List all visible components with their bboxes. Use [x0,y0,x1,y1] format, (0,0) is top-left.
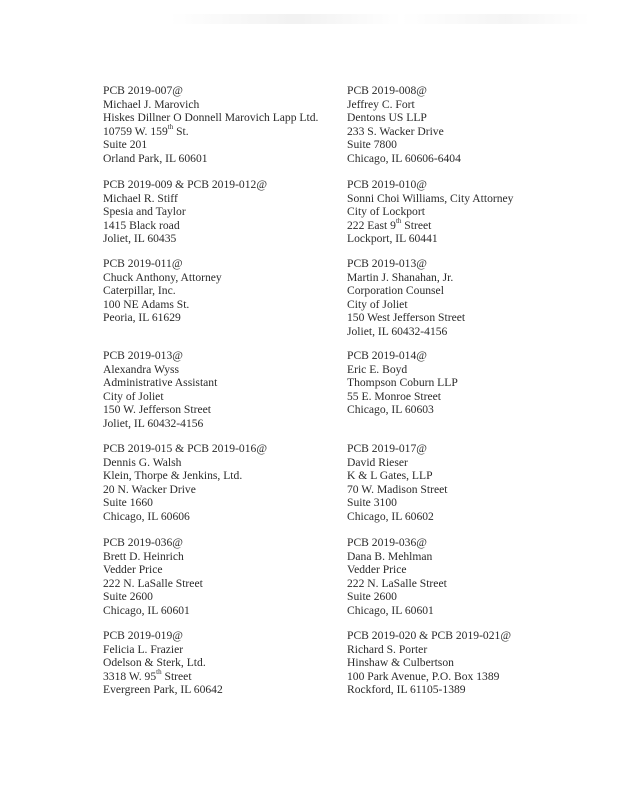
case-number: PCB 2019-015 & PCB 2019-016@ [103,442,267,455]
address-line: Thompson Coburn LLP [347,376,458,390]
address-line: City of Joliet [103,389,164,403]
service-entry [347,84,461,166]
case-number: PCB 2019-013@ [347,257,427,270]
case-number: PCB 2019-014@ [347,349,427,362]
address-line: Dana B. Mehlman [347,549,433,563]
case-number: PCB 2019-036@ [347,536,427,549]
address-line: Chicago, IL 60606-6404 [347,151,461,165]
address-line: Richard S. Porter [347,642,428,656]
service-entry [347,257,465,339]
address-line: Vedder Price [103,563,163,577]
address-line: 222 N. LaSalle Street [103,576,203,590]
address-line: Orland Park, IL 60601 [103,151,208,165]
service-entry [103,84,318,166]
service-entry [347,442,447,524]
address-line: Suite 7800 [347,138,397,152]
address-line: Jeffrey C. Fort [347,97,415,111]
address-line: Michael J. Marovich [103,97,200,111]
case-number: PCB 2019-017@ [347,442,427,455]
service-entry [347,629,511,697]
address-line: Administrative Assistant [103,376,218,390]
address-line: Suite 2600 [347,590,397,604]
address-line: 222 N. LaSalle Street [347,576,447,590]
address-line: 70 W. Madison Street [347,482,448,496]
service-entry [347,536,447,618]
case-number: PCB 2019-007@ [103,84,183,97]
service-entry [347,178,513,246]
address-line: 150 W. Jefferson Street [103,403,211,417]
address-line: Dentons US LLP [347,111,427,125]
case-number: PCB 2019-010@ [347,178,427,191]
address-line: Suite 201 [103,138,148,152]
case-number: PCB 2019-009 & PCB 2019-012@ [103,178,267,191]
address-line: Dennis G. Walsh [103,455,182,469]
address-line: Chicago, IL 60601 [347,603,434,617]
case-number: PCB 2019-008@ [347,84,427,97]
service-entry [103,629,223,697]
address-line: 10759 W. 159th St. [103,122,189,138]
address-line: Caterpillar, Inc. [103,284,176,298]
address-line: Eric E. Boyd [347,362,408,376]
address-line: 55 E. Monroe Street [347,389,442,403]
address-line: Sonni Choi Williams, City Attorney [347,191,514,205]
service-entry [103,178,267,246]
address-line: Joliet, IL 60435 [103,232,177,246]
service-entry [103,257,222,325]
service-entry [103,536,203,618]
address-line: Felicia L. Frazier [103,642,184,656]
address-line: 3318 W. 95th Street [103,667,192,683]
address-line: Chicago, IL 60601 [103,603,190,617]
address-line: 100 NE Adams St. [103,297,190,311]
address-line: Suite 3100 [347,496,397,510]
address-line: Peoria, IL 61629 [103,311,181,325]
address-line: Vedder Price [347,563,407,577]
address-line: Chuck Anthony, Attorney [103,270,222,284]
case-number: PCB 2019-011@ [103,257,183,270]
service-entry [103,442,267,524]
address-line: 20 N. Wacker Drive [103,482,196,496]
case-number: PCB 2019-020 & PCB 2019-021@ [347,629,511,642]
address-line: David Rieser [347,455,408,469]
address-line: Brett D. Heinrich [103,549,184,563]
address-line: 222 East 9th Street [347,216,432,232]
address-line: Suite 2600 [103,590,153,604]
address-line: Klein, Thorpe & Jenkins, Ltd. [103,469,243,483]
address-line: Joliet, IL 60432-4156 [103,416,204,430]
address-line: Hiskes Dillner O Donnell Marovich Lapp Ltd. [103,111,319,125]
address-line: Odelson & Sterk, Ltd. [103,656,206,670]
address-line: Corporation Counsel [347,284,444,298]
address-line: City of Lockport [347,205,425,219]
address-line: 100 Park Avenue, P.O. Box 1389 [347,669,500,683]
address-line: Joliet, IL 60432-4156 [347,324,448,338]
address-line: Martin J. Shanahan, Jr. [347,270,454,284]
address-line: Hinshaw & Culbertson [347,656,454,670]
address-line: 150 West Jefferson Street [347,311,466,325]
address-line: Lockport, IL 60441 [347,232,438,246]
service-entry [347,349,458,417]
address-line: Chicago, IL 60602 [347,509,434,523]
address-line: Spesia and Taylor [103,205,186,219]
address-line: Evergreen Park, IL 60642 [103,683,223,697]
address-line: Chicago, IL 60606 [103,509,190,523]
address-line: Rockford, IL 61105-1389 [347,683,466,697]
service-entry [103,349,217,431]
address-line: Alexandra Wyss [103,362,180,376]
address-line: 1415 Black road [103,218,180,232]
case-number: PCB 2019-013@ [103,349,183,362]
address-line: Michael R. Stiff [103,191,178,205]
address-line: Chicago, IL 60603 [347,403,434,417]
case-number: PCB 2019-036@ [103,536,183,549]
address-line: 233 S. Wacker Drive [347,124,444,138]
address-line: City of Joliet [347,297,408,311]
address-line: Suite 1660 [103,496,153,510]
case-number: PCB 2019-019@ [103,629,183,642]
address-line: K & L Gates, LLP [347,469,433,483]
scan-artifact [170,14,590,24]
